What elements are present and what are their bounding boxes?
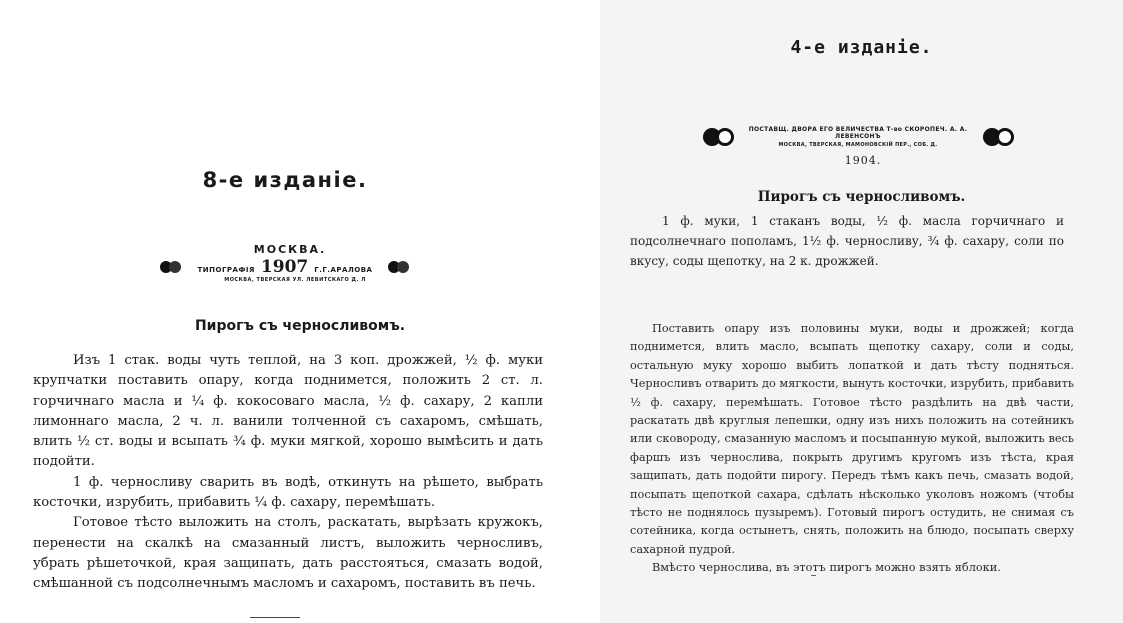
medal-emblem-icon [388, 261, 410, 273]
imprint-city: МОСКВА. [253, 243, 327, 256]
printer-label: ТИПОГРАФІЯ [197, 266, 255, 274]
publication-year: 1904. [844, 154, 882, 167]
recipe-paragraph: Готовое тѣсто выложить на столъ, раскатать, вырѣзать кружокъ, перенести на скалкѣ на смазанный листъ, выложить черносливъ, убрать рѣшеточкой, края защипать, дать расстояться, смазать водой, смѣшанной съ подсолнечнымъ масломъ и сахаромъ, поставить въ печь. [33, 515, 543, 592]
printer-name: Г.Г.АРАЛОВА [314, 266, 373, 274]
recipe-paragraph: Вмѣсто чернослива, въ этотъ пирогъ можно взять яблоки. [652, 561, 1001, 575]
recipe-body [33, 351, 543, 595]
imprint-line: ПОСТАВЩ. ДВОРА ЕГО ВЕЛИЧЕСТВА Т-во СКОРОПЕЧ. А. А. ЛЕВЕНСОНЪ [748, 126, 968, 140]
recipe-title: Пирогъ съ черносливомъ. [194, 318, 406, 334]
recipe-paragraph: Поставить опару изъ половины муки, воды и дрожжей; когда поднимется, влить масло, всыпать щепотку сахару, соли и соды, остальную муку хорошо выбить лопаткой и дать тѣсту подняться. Черносливъ отварить до мягкости, вынуть косточки, изрубить, прибавить ½ ф. сахару, перемѣшать. Готовое тѣсто раздѣлить на двѣ части, раскатать двѣ круглыя лепешки, одну изъ нихъ положить на сотейникъ или сковороду, смазанную масломъ и посыпанную мукой, выложить весь фаршъ изъ чернослива, покрыть другимъ кругомъ изъ тѣста, края защипать, дать подойти пирогу. Передъ тѣмъ какъ печь, смазать водой, посыпать щепоткой сахара, сдѣлать нѣсколько уколовъ ножомъ (чтобы тѣсто не поднялось пузыремъ). Готовый пирогъ остудить, не снимая съ сотейника, когда остынетъ, снять, положить на блюдо, посыпать сверху сахарной пудрой. [630, 322, 1074, 556]
imprint-line: МОСКВА, ТВЕРСКАЯ, МАМОНОВСКІЙ ПЕР., СОБ. Д. [778, 142, 938, 148]
recipe-body [630, 320, 1074, 578]
medal-emblem-icon [983, 128, 1013, 146]
ingredients-list: 1 ф. муки, 1 стаканъ воды, ½ ф. масла горчичнаго и подсолнечнаго пополамъ, 1½ ф. черносливу, ¾ ф. сахару, соли по вкусу, соды щепотку, на 2 к. дрожжей. [630, 214, 1064, 268]
recipe-paragraph: Изъ 1 стак. воды чуть теплой, на 3 коп. дрожжей, ½ ф. муки крупчатки поставить опару, когда поднимется, положить 2 ст. л. горчичнаго масла и ¼ ф. кокосоваго масла, ½ ф. сахару, 2 капли лимоннаго масла, 2 ч. л. ванили толченной съ сахаромъ, смѣшать, влить ½ ст. воды и всыпать ¾ ф. муки мягкой, хорошо вымѣсить и дать подойти. [33, 353, 543, 470]
edition-title: 4-е изданіе. [790, 37, 933, 58]
medal-emblem-icon [703, 128, 733, 146]
closing-rule [811, 575, 816, 576]
printer-address: МОСКВА, ТВЕРСКАЯ УЛ. ЛЕВИТСКАГО Д. Л [224, 277, 366, 283]
publisher-imprint [160, 243, 410, 283]
publication-year: 1907 [260, 257, 309, 277]
edition-title: 8-е изданіе. [202, 168, 368, 192]
recipe-title: Пирогъ съ черносливомъ. [757, 189, 966, 205]
recipe-paragraph: 1 ф. черносливу сварить въ водѣ, откинуть на рѣшето, выбрать косточки, изрубить, прибавить ¼ ф. сахару, перемѣшать. [33, 474, 543, 511]
closing-rule [250, 617, 300, 618]
publisher-imprint [703, 126, 1013, 167]
medal-emblem-icon [160, 261, 182, 273]
right-page [600, 0, 1123, 623]
